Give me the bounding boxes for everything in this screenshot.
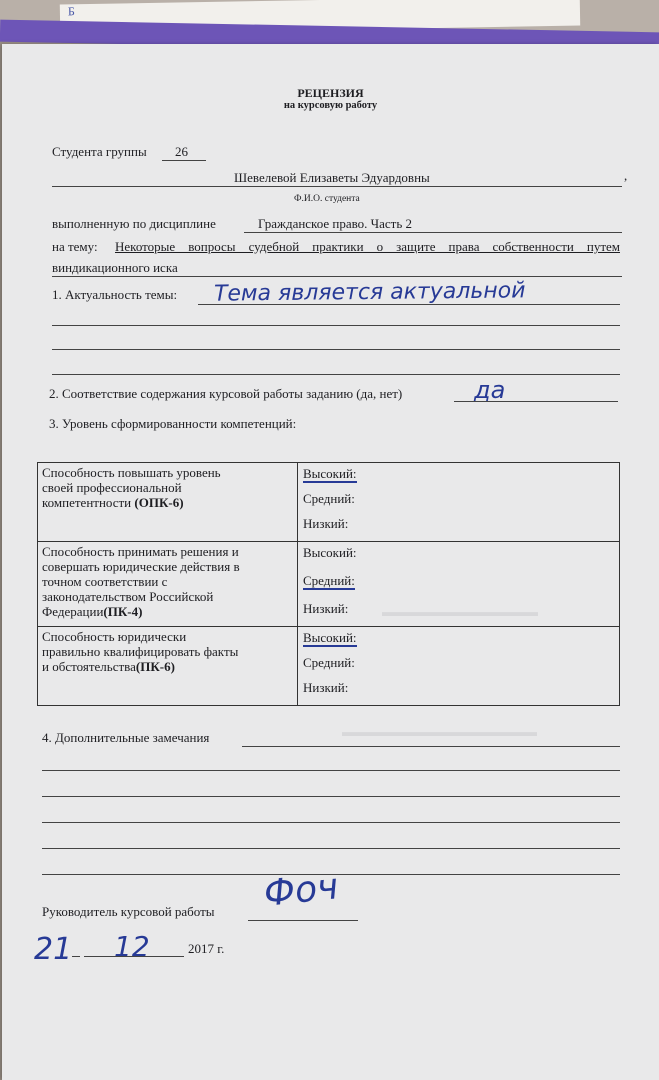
level-medium: Средний:: [303, 573, 355, 588]
relevance-line: [52, 374, 620, 375]
competence-label: 3. Уровень сформированности компетенций:: [49, 416, 297, 431]
level-medium: Средний:: [303, 491, 355, 506]
level-cell: [298, 463, 620, 542]
relevance-underline: [198, 304, 620, 305]
competence-text: Способность повышать уровень: [42, 465, 221, 480]
level-high: Высокий:: [303, 545, 357, 560]
date-year: 2017 г.: [188, 941, 225, 956]
signature-underline: [248, 920, 358, 921]
previous-sheet-mark: Б: [67, 4, 75, 19]
competence-text: Способность юридически: [42, 629, 187, 644]
page-subtitle: на курсовую работу: [283, 100, 378, 111]
level-cell: [298, 542, 620, 627]
date-month-underline: [84, 956, 184, 957]
competence-row: [38, 463, 620, 542]
competence-code: (ПК-4): [103, 604, 143, 619]
level-low: Низкий:: [303, 680, 349, 695]
relevance-line: [52, 325, 620, 326]
conformity-underline: [454, 401, 618, 402]
competence-text: законодательством Российской: [42, 589, 214, 604]
competence-code: (ПК-6): [135, 659, 175, 674]
relevance-handwritten: Тема является актуальной: [213, 278, 526, 307]
page-title: РЕЦЕНЗИЯ: [297, 86, 364, 100]
competence-text: своей профессиональной: [42, 480, 182, 495]
student-name-comma: ,: [624, 168, 628, 183]
relevance-label: 1. Актуальность темы:: [52, 287, 178, 302]
topic-line-2: виндикационного иска: [52, 260, 178, 275]
conformity-label: 2. Соответствие содержания курсовой работы заданию (да, нет): [49, 386, 403, 401]
discipline-value: Гражданское право. Часть 2: [258, 216, 413, 231]
discipline-underline: [244, 232, 622, 233]
competence-text: Способность принимать решения и: [42, 544, 239, 559]
competence-text: и обстоятельства(ПК-6): [42, 659, 175, 674]
level-cell: [298, 627, 620, 706]
remarks-line: [42, 796, 620, 797]
discipline-label: выполненную по дисциплине: [52, 216, 216, 231]
group-value: 26: [175, 144, 188, 159]
competence-row: [38, 542, 620, 627]
level-high: Высокий:: [303, 630, 357, 645]
show-through-text: ▬▬▬▬▬▬▬▬▬▬▬▬: [382, 604, 538, 619]
level-low: Низкий:: [303, 601, 349, 616]
conformity-handwritten: да: [474, 376, 506, 404]
topic-underline: [52, 276, 622, 277]
student-name: Шевелевой Елизаветы Эдуардовны: [234, 170, 430, 185]
supervisor-signature: Фоч: [262, 866, 341, 915]
competence-description: [38, 627, 298, 706]
competence-text: совершать юридические действия в: [42, 559, 240, 574]
remarks-underline: [242, 746, 620, 747]
date-month: 12: [114, 930, 150, 963]
fio-caption: Ф.И.О. студента: [294, 194, 360, 204]
date-day-underline: [72, 956, 80, 957]
review-document: [2, 44, 659, 1080]
level-medium: Средний:: [303, 655, 355, 670]
group-label: Студента группы: [52, 144, 147, 159]
competence-text: Федерации(ПК-4): [42, 604, 143, 619]
competence-row: [38, 627, 620, 706]
competence-description: [38, 542, 298, 627]
supervisor-label: Руководитель курсовой работы: [42, 904, 215, 919]
show-through-text: ▬▬▬▬▬▬▬▬▬▬▬▬▬▬▬: [342, 724, 537, 739]
relevance-line: [52, 349, 620, 350]
remarks-line: [42, 848, 620, 849]
remarks-label: 4. Дополнительные замечания: [42, 730, 210, 745]
remarks-line: [42, 822, 620, 823]
remarks-line: [42, 770, 620, 771]
date-day: 21: [34, 932, 73, 967]
topic-label: на тему:: [52, 239, 98, 254]
competence-table: [37, 462, 620, 706]
level-low: Низкий:: [303, 516, 349, 531]
student-name-underline: [52, 186, 622, 187]
competence-text: компетентности (ОПК-6): [42, 495, 184, 510]
competence-code: (ОПК-6): [134, 495, 184, 510]
group-underline: [162, 160, 206, 161]
competence-text: правильно квалифицировать факты: [42, 644, 239, 659]
competence-description: [38, 463, 298, 542]
topic-line-1: Некоторые вопросы судебной практики о защите права собственности путем: [115, 239, 620, 254]
level-high: Высокий:: [303, 466, 357, 481]
competence-text: точном соответствии с: [42, 574, 168, 589]
